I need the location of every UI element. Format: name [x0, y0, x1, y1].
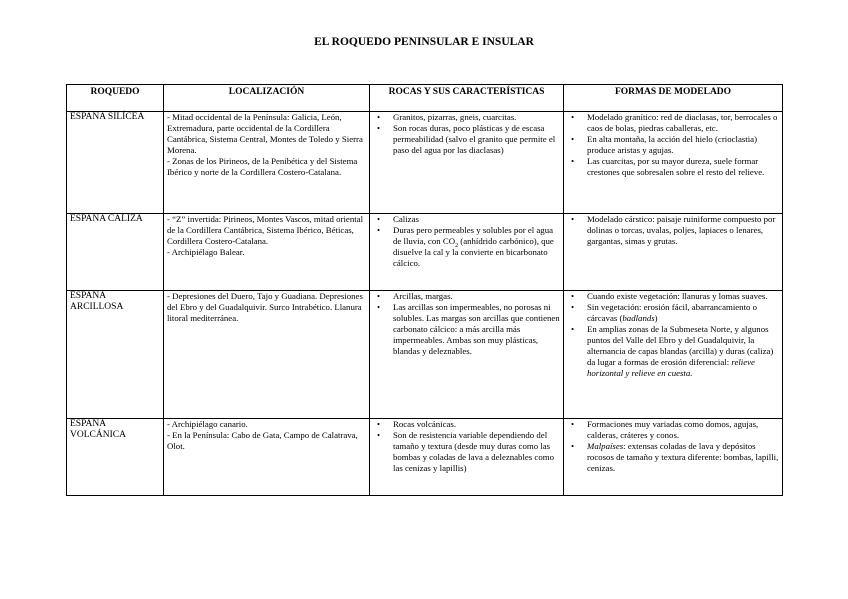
- forma-item: • Formaciones muy variadas como domos, agujas, calderas, cráteres y conos.: [567, 419, 779, 441]
- roca-item: • Son rocas duras, poco plásticas y de escasa permeabilidad (salvo el granito que permite el paso del agua por las diaclasas): [373, 123, 560, 156]
- row-caliza: [67, 214, 783, 291]
- formas-volcanica: [564, 419, 783, 496]
- row-silicea: [67, 112, 783, 214]
- formas-arcillosa: [564, 291, 783, 419]
- roca-item: • Duras pero permeables y solubles por el agua de lluvia, con $CO_2$ (anhídrido carbónico), que disuelve la cal y la convierte en bicarbonato cálcico.: [373, 225, 560, 269]
- forma-item: • Malpaíses: extensas coladas de lava y depósitos rocosos de tamaño y textura diferente: bombas, lapilli, cenizas.: [567, 441, 779, 474]
- roca-item: • Son de resistencia variable dependiendo del tamaño y textura (desde muy duras como las bombas y coladas de lava a deleznables como las cenizas y lapillis): [373, 430, 560, 474]
- loc-line: - En la Península: Cabo de Gata, Campo de Calatrava, Olot.: [167, 430, 358, 451]
- row-volcanica: [67, 419, 783, 496]
- forma-item: • En amplias zonas de la Submeseta Norte, y algunos puntos del Valle del Ebro y del Guadalquivir, la alternancia de capas blandas (arcilla) y duras (caliza) da lugar a formas de erosión diferencial: relieve horizontal y relieve en cuesta.: [567, 324, 779, 379]
- rocas-caliza: [370, 214, 564, 291]
- forma-item: • Las cuarcitas, por su mayor dureza, suele formar crestones que sobresalen sobre el resto del relieve.: [567, 156, 779, 178]
- forma-item: • Sin vegetación: erosión fácil, abarrancamiento o cárcavas (badlands): [567, 302, 779, 324]
- roca-item: • Arcillas, margas.: [373, 291, 560, 302]
- row-arcillosa: [67, 291, 783, 419]
- roca-item: • Calizas: [373, 214, 560, 225]
- header-row: [67, 85, 783, 112]
- roquedo-silicea: ESPAÑA SILÍCEA: [67, 112, 164, 214]
- loc-line: - Archipiélago Balear.: [167, 247, 245, 257]
- roquedo-caliza: ESPAÑA CALIZA: [67, 214, 164, 291]
- localizacion-silicea: [164, 112, 370, 214]
- forma-item: • Cuando existe vegetación: llanuras y lomas suaves.: [567, 291, 779, 302]
- rocas-arcillosa: [370, 291, 564, 419]
- forma-item: • En alta montaña, la acción del hielo (crioclastia) produce aristas y agujas.: [567, 134, 779, 156]
- document-title: EL ROQUEDO PENINSULAR E INSULAR: [314, 36, 534, 48]
- roquedo-arcillosa: ESPAÑA ARCILLOSA: [67, 291, 164, 419]
- roca-item: • Las arcillas son impermeables, no porosas ni solubles. Las margas son arcillas que contienen carbonato cálcico: a más arcilla más impermeables. Ambas son muy plásticas, blandas y deleznables.: [373, 302, 560, 357]
- loc-line: - Mitad occidental de la Península: Galicia, León, Extremadura, parte occidental de la Cordillera Cantábrica, Sistema Central, Montes de Toledo y Sierra Morena.: [167, 112, 363, 155]
- forma-item: • Modelado granítico: red de diaclasas, tor, berrocales o caos de bolas, piedras caballeras, etc.: [567, 112, 779, 134]
- roquedo-table: [66, 84, 783, 496]
- roquedo-volcanica: ESPAÑA VOLCÁNICA: [67, 419, 164, 496]
- loc-line: - Archipiélago canario.: [167, 419, 248, 429]
- header-formas: FORMAS DE MODELADO: [564, 85, 783, 112]
- header-roquedo: ROQUEDO: [67, 85, 164, 112]
- rocas-silicea: [370, 112, 564, 214]
- loc-line: - Zonas de los Pirineos, de la Penibética y del Sistema Ibérico y norte de la Cordillera Costero-Catalana.: [167, 156, 358, 177]
- forma-item: • Modelado cárstico: paisaje ruiniforme compuesto por dolinas o torcas, uvalas, poljes, lapiaces o lenares, gargantas, simas y grutas.: [567, 214, 779, 247]
- localizacion-volcanica: [164, 419, 370, 496]
- formas-silicea: [564, 112, 783, 214]
- formas-caliza: [564, 214, 783, 291]
- localizacion-caliza: [164, 214, 370, 291]
- localizacion-arcillosa: [164, 291, 370, 419]
- loc-line: - “Z” invertida: Pirineos, Montes Vascos, mitad oriental de la Cordillera Cantábrica, Sistema Ibérico, Béticas, Cordillera Costero-Catalana.: [167, 214, 364, 246]
- rocas-volcanica: [370, 419, 564, 496]
- header-localizacion: LOCALIZACIÓN: [164, 85, 370, 112]
- roca-item: • Rocas volcánicas.: [373, 419, 560, 430]
- header-rocas: ROCAS Y SUS CARACTERÍSTICAS: [370, 85, 564, 112]
- roca-item: • Granitos, pizarras, gneis, cuarcitas.: [373, 112, 560, 123]
- loc-line: - Depresiones del Duero, Tajo y Guadiana. Depresiones del Ebro y del Guadalquivir. Surco Intrabético. Llanura litoral mediterránea.: [167, 291, 363, 323]
